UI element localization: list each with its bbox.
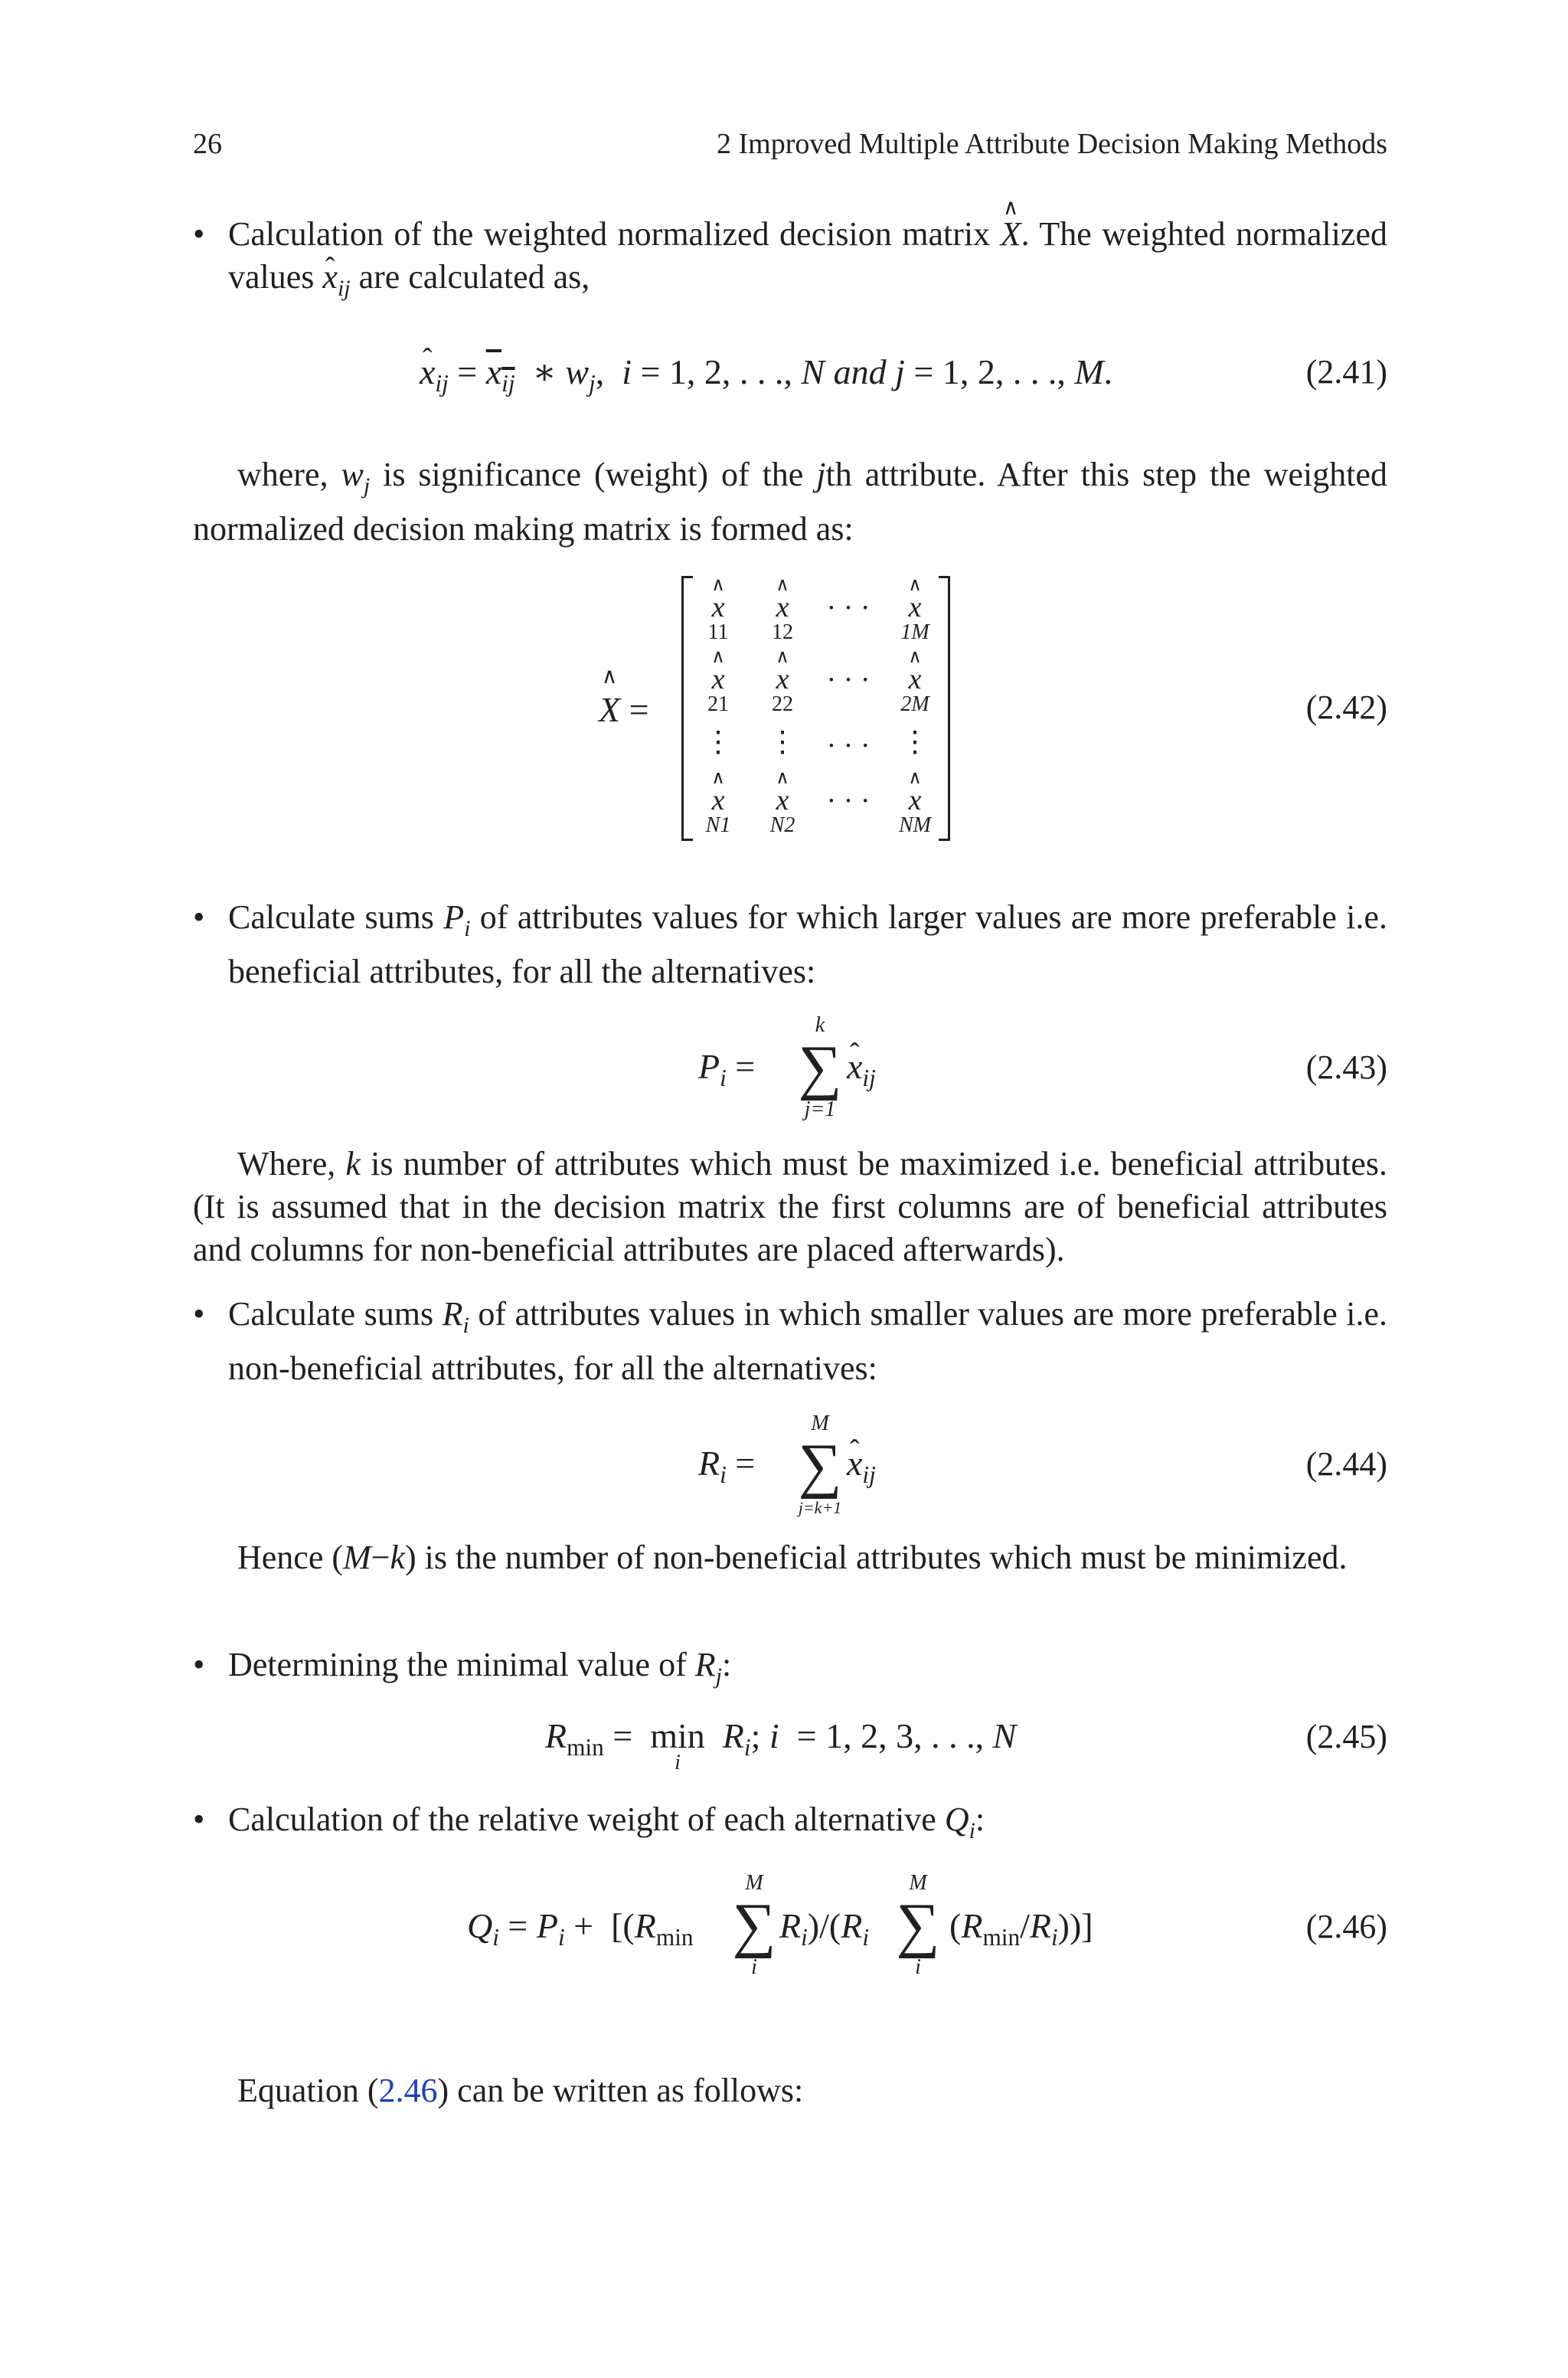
equation-number: (2.43) xyxy=(1305,1048,1387,1086)
paragraph-weight: where, $w_j$ is significance (weight) of the jth attribute. After this step the weighted normalized decision making matrix is formed as: xyxy=(193,456,1388,548)
equation-number: (2.41) xyxy=(1305,353,1387,391)
equation-link[interactable]: 2.46 xyxy=(378,2072,438,2109)
bullet-relative-weight: • Calculation of the relative weight of each alternative $Q_i$: xyxy=(193,1798,1387,1853)
equation-number: (2.45) xyxy=(1305,1718,1387,1755)
equation-number: (2.42) xyxy=(1305,689,1387,726)
paragraph-equation-reference: Equation (2.46) can be written as follows: xyxy=(237,2072,804,2109)
bullet-icon: • xyxy=(193,1646,205,1683)
paragraph-k-definition: Where, k is number of attributes which must be maximized i.e. beneficial attributes. (It is assumed that in the decision matrix the first columns are of beneficial attributes and columns for non-beneficial attributes are placed afterwards). xyxy=(193,1145,1388,1268)
bullet-icon: • xyxy=(193,1801,205,1838)
bullet-sums-p: • Calculate sums $P_i$ of attributes values for which larger values are more preferable i.e. beneficial attributes, for all the alternatives: xyxy=(193,896,1387,993)
page: 26 2 Improved Multiple Attribute Decision Making Methods • Calculation of the weighted normalized decision matrix ∧ X. The weighted normalized values ˆ $x_{ij}$ are calculated as, ˆ $x_{ij} = x_{ij}$ ∗ $w_j$, i = 1, 2, . . ., N and j = 1, 2, . . ., M. (2.41) where, $w_j$ is significance (weight) of the jth attribute. After this step the weighted normalized decision making matrix is formed as: ∧ X = ∧ x 11 ∧ x 12 · · · ∧ x 1M ∧ x 21 ∧ x 22 · · · ∧ x 2M ⋮ ⋮ · · · ⋮ ∧ x N1 ∧ x N2 · · · ∧ x NM (2.42) • Calculate sums $P_i$ of attributes values for which larger values are more preferable i.e. beneficial attributes, for all the alternatives: $P_i$ = k ∑ j=1 ˆ $x_{ij}$ (2.43) Where, k is number of attributes which must be maximized i.e. beneficial attributes. (It is assumed that in the decision matrix the first columns are of beneficial attributes and columns for non-beneficial attributes are placed afterwards). • Calculate sums $R_i$ of attributes values in which smaller values are more preferable i.e. non-beneficial attributes, for all the alternatives: $R_i$ = M ∑ j=k+1 ˆ $x_{ij}$ (2.44) Hence (M−k) is the number of non-beneficial attributes which must be minimized. • Determining the minimal value of $R_j$: $R_{min} = \min$ i $R_i$; i = 1, 2, 3, . . ., N (2.45) • Calculation of the relative weight of each alternative $Q_i$: $Q_i = P_i + [(R_{min}$ M ∑ i $R_i)/(R_i$ M ∑ i $(R_{min}/R_i)$)] (2.46) Equation (2.46) can be written as follows: xyxy=(0,0,1568,2378)
matrix-2-42: ∧ X = ∧ x 11 ∧ x 12 · · · ∧ x 1M ∧ x 21 ∧ x 22 · · · ∧ x 2M ⋮ ⋮ · · · ⋮ ∧ x N1 ∧ x N2 · · · ∧ x NM xyxy=(597,574,980,844)
equation-number: (2.44) xyxy=(1305,1445,1387,1483)
running-head: 2 Improved Multiple Attribute Decision Making Methods xyxy=(716,128,1387,160)
bullet-icon: • xyxy=(193,1295,205,1333)
paragraph-non-beneficial: Hence (M−k) is the number of non-beneficial attributes which must be minimized. xyxy=(237,1539,1348,1576)
bullet-icon: • xyxy=(193,215,205,253)
equation-2-41: ˆ $x_{ij} = x_{ij}$ ∗ $w_j$, i = 1, 2, . . ., N and j = 1, 2, . . ., M. xyxy=(420,351,1112,397)
bullet-weighted-matrix: • Calculation of the weighted normalized decision matrix ∧ X. The weighted normalized values ˆ $x_{ij}$ are calculated as, xyxy=(193,213,1387,310)
bullet-sums-r: • Calculate sums $R_i$ of attributes values in which smaller values are more preferable i.e. non-beneficial attributes, for all the alternatives: xyxy=(193,1293,1387,1390)
page-number: 26 xyxy=(193,128,222,160)
bullet-minimal-value: • Determining the minimal value of $R_j$: xyxy=(193,1644,1387,1698)
equation-number: (2.46) xyxy=(1305,1908,1387,1945)
bullet-icon: • xyxy=(193,898,205,936)
